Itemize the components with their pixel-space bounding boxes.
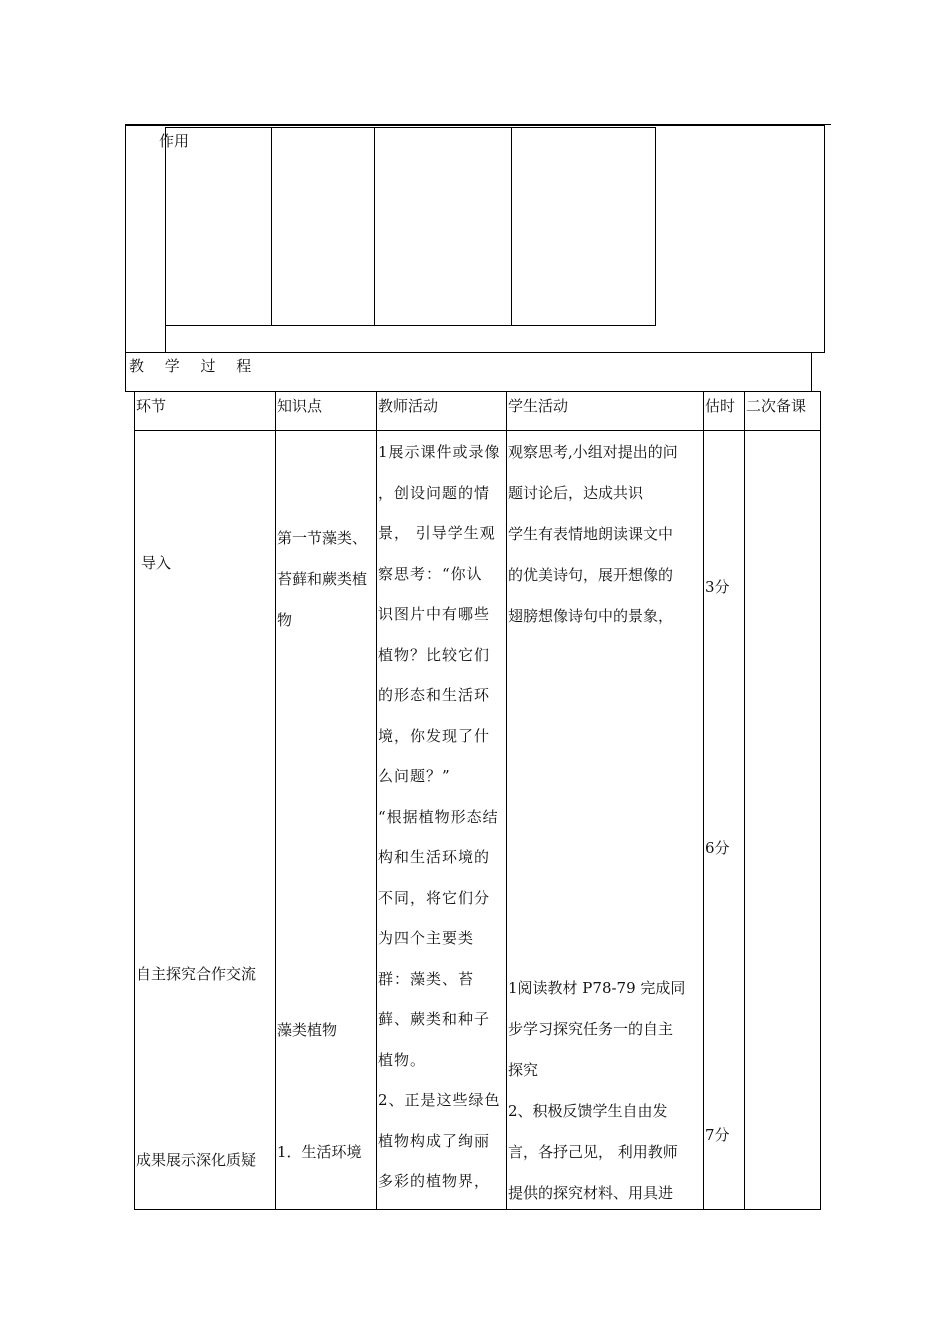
header-teacher-activity: 教师活动 <box>378 397 439 415</box>
teacher-line: 藓、蕨类和种子 <box>378 1010 491 1028</box>
teacher-line: 多彩的植物界， <box>378 1172 491 1190</box>
knowledge-section-title <box>277 518 367 641</box>
stage-intro: 导入 <box>141 554 172 572</box>
teacher-line: ，创设问题的情 <box>378 483 491 502</box>
teacher-line: 境，你发现了什 <box>378 726 491 745</box>
teacher-line: 2、正是这些绿色 <box>378 1091 501 1109</box>
header-stage: 环节 <box>136 397 167 415</box>
student-activity-block-1 <box>508 432 678 637</box>
student-line: 1阅读教材 P78-79 完成同 <box>508 979 686 997</box>
time-estimate-3: 7分 <box>705 1126 730 1144</box>
teacher-line: 的形态和生活环 <box>378 686 491 704</box>
header-student-activity: 学生活动 <box>508 397 569 415</box>
teacher-activity-text <box>378 432 501 1202</box>
teacher-line: 构和生活环境的 <box>378 848 491 866</box>
student-line: 的优美诗句，展开想像的 <box>508 566 674 584</box>
student-line: 翅膀想像诗句中的景象， <box>508 607 674 625</box>
top-cell-text: 作用 <box>159 132 190 150</box>
stage-explore: 自主探究合作交流 <box>136 965 257 983</box>
time-estimate-1: 3分 <box>705 578 730 596</box>
stage-show: 成果展示深化质疑 <box>136 1151 257 1169</box>
teacher-line: 识图片中有哪些 <box>378 605 491 623</box>
knowledge-line: 苔藓和蕨类植 <box>277 570 368 588</box>
knowledge-line: 第一节藻类、 <box>277 529 368 547</box>
knowledge-habitat: 1．生活环境 <box>277 1143 362 1161</box>
time-estimate-2: 6分 <box>705 839 730 857</box>
knowledge-algae: 藻类植物 <box>277 1021 338 1039</box>
student-line: 探究 <box>508 1061 539 1079</box>
teacher-line: 植物？比较它们 <box>378 645 491 664</box>
teacher-line: 不同，将它们分 <box>378 888 491 907</box>
student-line: 提供的探究材料、用具进 <box>508 1184 674 1202</box>
teacher-line: 植物构成了绚丽 <box>378 1131 491 1150</box>
teacher-line: 为四个主要类 <box>378 929 475 947</box>
student-line: 步学习探究任务一的自主 <box>508 1020 674 1038</box>
section-header-label: 教 学 过 程 <box>129 357 260 375</box>
header-time-estimate: 估时 <box>705 397 736 415</box>
teacher-line: 群：藻类、苔 <box>378 969 475 988</box>
student-line: 言，各抒己见， 利用教师 <box>508 1143 678 1161</box>
header-knowledge: 知识点 <box>277 397 323 415</box>
header-revision: 二次备课 <box>746 397 807 415</box>
teacher-line: 景， 引导学生观 <box>378 524 496 542</box>
teacher-line: “根据植物形态结 <box>378 807 499 826</box>
student-line: 2、积极反馈学生自由发 <box>508 1102 668 1120</box>
student-line: 学生有表情地朗读课文中 <box>508 525 674 543</box>
student-line: 题讨论后，达成共识 <box>508 484 644 502</box>
teacher-line: 1展示课件或录像 <box>378 443 501 461</box>
student-line: 观察思考,小组对提出的问 <box>508 443 678 461</box>
student-activity-block-2 <box>508 968 685 1214</box>
teacher-line: 察思考：“你认 <box>378 564 483 583</box>
teacher-line: 么问题？” <box>378 767 451 785</box>
teacher-line: 植物。 <box>378 1050 427 1069</box>
knowledge-line: 物 <box>277 611 293 629</box>
